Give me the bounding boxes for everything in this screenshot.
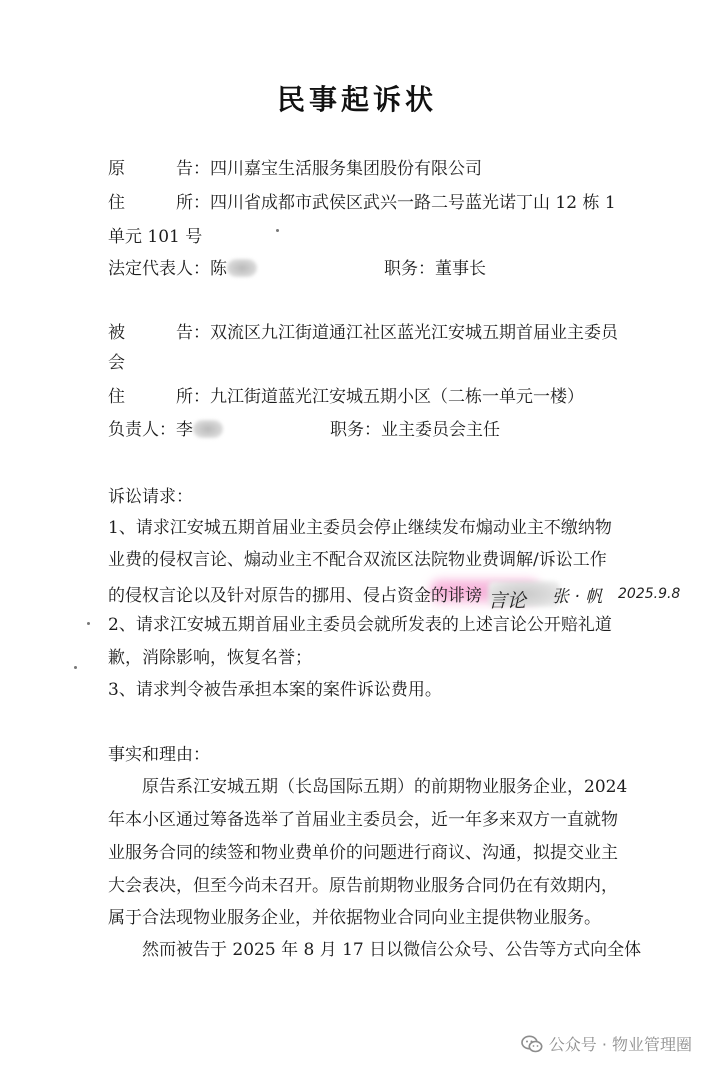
facts-p1-line2: 年本小区通过筹备选举了首届业主委员会，近一年多来双方一直就物 (108, 810, 618, 830)
claim-line-4: 2、请求江安城五期首届业主委员会就所发表的上述言论公开赔礼道 (108, 615, 612, 635)
defendant-resp-title-label: 职务： (330, 420, 381, 440)
defendant-address-line (108, 386, 584, 408)
facts-heading: 事实和理由： (108, 745, 210, 765)
redaction-blur (193, 420, 223, 438)
defendant-line (108, 322, 618, 344)
plaintiff-rep-title-label: 职务： (384, 259, 435, 279)
plaintiff-rep-title: 董事长 (435, 259, 486, 279)
plaintiff-rep-name: 陈 (210, 259, 227, 279)
defendant-resp-label: 负责人： (108, 420, 176, 440)
defendant-address-label: 住 所： (108, 387, 210, 407)
handwritten-insert: 言论 (488, 590, 527, 612)
plaintiff-address-cont: 单元 101 号 (108, 227, 203, 247)
plaintiff-rep-label: 法定代表人： (108, 259, 210, 279)
watermark (521, 1032, 692, 1055)
plaintiff-label: 原 告： (108, 159, 210, 179)
watermark-text: 公众号 · 物业管理圈 (548, 1035, 692, 1054)
facts-p1-line3: 业服务合同的续签和物业费单价的问题进行商议、沟通，拟提交业主 (108, 843, 618, 863)
claim-line-3-text: 的侵权言论以及针对原告的挪用、侵占资金的诽谤 (108, 586, 482, 606)
claim-line-2: 业费的侵权言论、煽动业主不配合双流区法院物业费调解/诉讼工作 (108, 550, 607, 570)
defendant-label: 被 告： (108, 323, 210, 343)
defendant-resp-line (108, 419, 223, 441)
scan-speck (87, 622, 90, 625)
claim-line-5: 歉，消除影响，恢复名誉； (108, 648, 312, 668)
defendant-resp-title: 业主委员会主任 (381, 420, 500, 440)
document-title: 民事起诉状 (276, 83, 437, 116)
plaintiff-address-line (108, 192, 616, 214)
defendant-address: 九江街道蓝光江安城五期小区（二栋一单元一楼） (210, 387, 584, 407)
facts-p1-line1: 原告系江安城五期（长岛国际五期）的前期物业服务企业，2024 (142, 777, 628, 797)
plaintiff-rep-title-line (384, 258, 486, 280)
defendant-name: 双流区九江街道通江社区蓝光江安城五期首届业主委员 (210, 323, 618, 343)
plaintiff-rep-line (108, 258, 257, 280)
scan-speck (74, 666, 77, 669)
facts-p1-line4: 大会表决，但至今尚未召开。原告前期物业服务合同仍在有效期内， (108, 876, 618, 896)
defendant-resp-title-line (330, 419, 500, 441)
scan-speck (276, 229, 279, 232)
defendant-name-cont: 会 (108, 353, 125, 373)
plaintiff-address: 四川省成都市武侯区武兴一路二号蓝光诺丁山 12 栋 1 (210, 193, 616, 213)
defendant-resp-name: 李 (176, 420, 193, 440)
handwritten-signature: 张 · 帆 (552, 587, 603, 607)
facts-p2-line1: 然而被告于 2025 年 8 月 17 日以微信公众号、公告等方式向全体 (142, 940, 642, 960)
plaintiff-address-label: 住 所： (108, 193, 210, 213)
claims-heading: 诉讼请求： (108, 487, 193, 507)
redaction-blur (227, 259, 257, 277)
handwritten-date: 2025.9.8 (618, 586, 681, 602)
plaintiff-name: 四川嘉宝生活服务集团股份有限公司 (210, 159, 482, 179)
plaintiff-line (108, 158, 482, 180)
wechat-icon (521, 1035, 543, 1053)
claim-line-6: 3、请求判令被告承担本案的案件诉讼费用。 (108, 680, 442, 700)
claim-line-1: 1、请求江安城五期首届业主委员会停止继续发布煽动业主不缴纳物 (108, 518, 612, 538)
facts-p1-line5: 属于合法现物业服务企业，并依据物业合同向业主提供物业服务。 (108, 908, 601, 928)
